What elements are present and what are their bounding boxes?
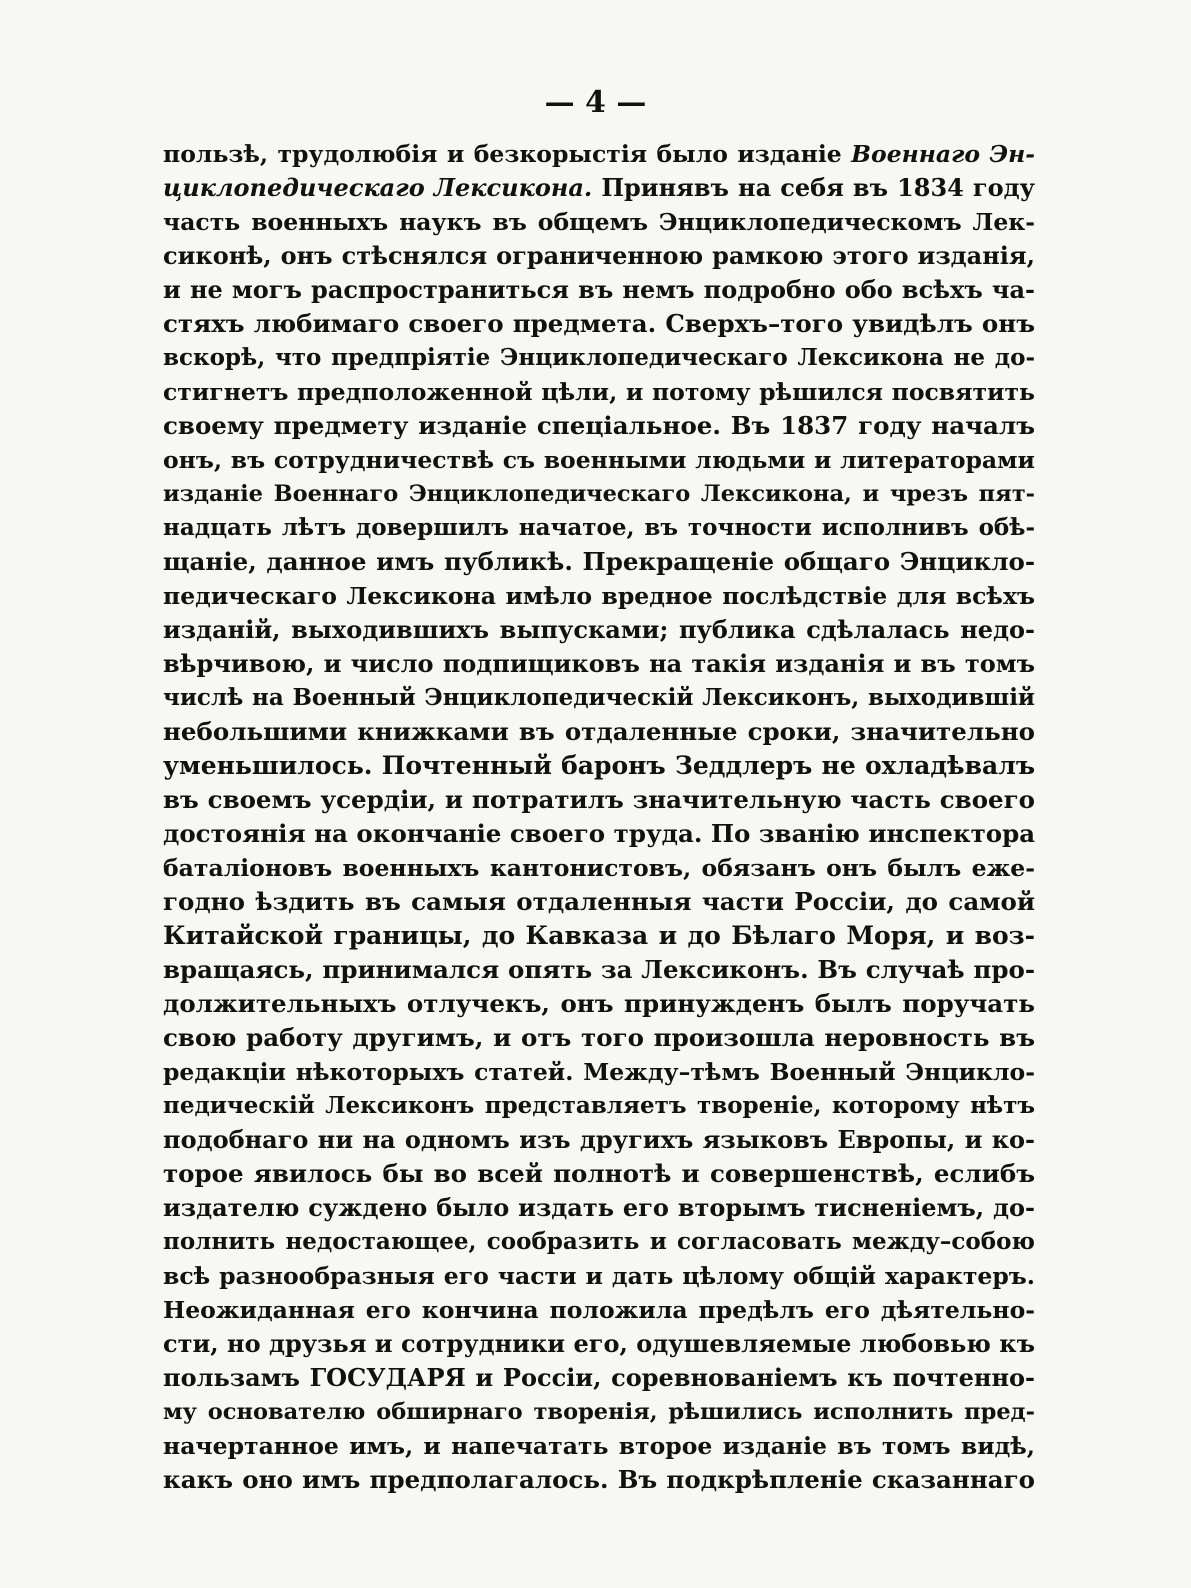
text-segment: изданіе Военнаго Энциклопедическаго Лексикона, и чрезъ пят- xyxy=(163,481,1035,507)
text-segment: должительныхъ отлучекъ, онъ принужденъ былъ поручать xyxy=(163,989,1035,1018)
text-line xyxy=(163,681,1035,715)
text-segment: надцать лѣтъ довершилъ начатое, въ точности исполнивъ обѣ- xyxy=(163,514,1035,541)
text-line xyxy=(163,579,1035,613)
text-line xyxy=(163,749,1035,783)
text-line xyxy=(163,477,1035,511)
text-line xyxy=(163,1191,1035,1225)
text-segment: вскорѣ, что предпріятіе Энциклопедическаго Лексикона не до- xyxy=(163,344,1035,371)
text-segment: годно ѣздить въ самыя отдаленныя части Россіи, до самой xyxy=(163,887,1035,916)
text-line xyxy=(163,239,1035,273)
text-segment: стигнетъ предположенной цѣли, и потому рѣшился посвятить xyxy=(163,378,1035,406)
text-segment: часть военныхъ наукъ въ общемъ Энциклопедическомъ Лек- xyxy=(163,208,1035,236)
text-line xyxy=(163,205,1035,239)
text-segment: уменьшилось. Почтенный баронъ Зеддлеръ не охладѣвалъ xyxy=(163,751,1035,780)
text-line xyxy=(163,647,1035,681)
text-line xyxy=(163,1089,1035,1123)
text-segment: щаніе, данное имъ публикѣ. Прекращеніе общаго Энцикло- xyxy=(163,547,1035,576)
text-line xyxy=(163,783,1035,817)
text-segment: всѣ разнообразныя его части и дать цѣлому общій характеръ. xyxy=(163,1262,1035,1290)
text-line xyxy=(163,885,1035,919)
text-segment: пользѣ, трудолюбія и безкорыстія было изданіе xyxy=(163,140,852,168)
text-segment: вращаясь, принимался опять за Лексиконъ. Въ случаѣ про- xyxy=(163,955,1035,984)
text-line xyxy=(163,137,1035,171)
text-line xyxy=(163,1021,1035,1055)
text-segment: торое явилось бы во всей полнотѣ и совершенствѣ, еслибъ xyxy=(163,1159,1035,1188)
text-segment: въ своемъ усердіи, и потратилъ значительную часть своего xyxy=(163,785,1035,814)
text-line xyxy=(163,171,1035,205)
text-line xyxy=(163,1225,1035,1259)
text-line xyxy=(163,409,1035,443)
text-line xyxy=(163,987,1035,1021)
text-segment: сиконѣ, онъ стѣснялся ограниченною рамкою этого изданія, xyxy=(163,241,1035,270)
text-line xyxy=(163,341,1035,375)
text-line xyxy=(163,1055,1035,1089)
text-segment: полнить недостающее, сообразить и согласовать между–собою xyxy=(163,1228,1035,1255)
text-segment: педическаго Лексикона имѣло вредное послѣдствіе для всѣхъ xyxy=(163,582,1035,610)
text-segment: педическій Лексиконъ представляетъ твореніе, которому нѣтъ xyxy=(163,1092,1035,1119)
text-segment: онъ, въ сотрудничествѣ съ военными людьми и литераторами xyxy=(163,446,1035,474)
text-line xyxy=(163,715,1035,749)
text-line xyxy=(163,1463,1035,1497)
text-segment: достоянія на окончаніе своего труда. По званію инспектора xyxy=(163,819,1035,848)
text-segment: стяхъ любимаго своего предмета. Сверхъ–того увидѣлъ онъ xyxy=(163,309,1035,338)
text-line xyxy=(163,1157,1035,1191)
text-segment: издателю суждено было издать его вторымъ тисненіемъ, до- xyxy=(163,1193,1035,1222)
text-segment: начертанное имъ, и напечатать второе изданіе въ томъ видѣ, xyxy=(163,1432,1035,1460)
text-line xyxy=(163,1429,1035,1463)
text-line xyxy=(163,817,1035,851)
text-line xyxy=(163,375,1035,409)
page-number: — 4 — xyxy=(544,85,647,120)
text-line xyxy=(163,613,1035,647)
text-line xyxy=(163,953,1035,987)
text-segment: небольшими книжками въ отдаленные сроки, значительно xyxy=(163,717,1035,746)
text-line xyxy=(163,851,1035,885)
text-line xyxy=(163,1293,1035,1327)
text-line xyxy=(163,1361,1035,1395)
italic-text: Военнаго Эн- xyxy=(851,140,1035,168)
text-line xyxy=(163,1123,1035,1157)
text-segment: сти, но друзья и сотрудники его, одушевляемые любовью къ xyxy=(163,1329,1035,1358)
text-segment: числѣ на Военный Энциклопедическій Лексиконъ, выходившій xyxy=(163,684,1035,711)
text-segment: редакціи нѣкоторыхъ статей. Между–тѣмъ Военный Энцикло- xyxy=(163,1058,1035,1086)
text-line xyxy=(163,919,1035,953)
text-segment: свою работу другимъ, и отъ того произошла неровность въ xyxy=(163,1023,1035,1052)
text-segment: Китайской границы, до Кавказа и до Бѣлаго Моря, и воз- xyxy=(163,921,1035,950)
italic-text: циклопедическаго Лексикона. xyxy=(163,173,593,202)
text-line xyxy=(163,1327,1035,1361)
text-segment: Принявъ на себя въ 1834 году xyxy=(592,173,1035,202)
text-line xyxy=(163,273,1035,307)
text-segment: вѣрчивою, и число подпищиковъ на такія изданія и въ томъ xyxy=(163,649,1035,678)
text-segment: пользамъ ГОСУДАРЯ и Россіи, соревнованіемъ къ почтенно- xyxy=(163,1363,1035,1392)
text-line xyxy=(163,307,1035,341)
text-line xyxy=(163,1395,1035,1429)
text-segment: какъ оно имъ предполагалось. Въ подкрѣпленіе сказаннаго xyxy=(163,1465,1035,1494)
text-segment: Неожиданная его кончина положила предѣлъ его дѣятельно- xyxy=(163,1296,1035,1324)
text-segment: подобнаго ни на одномъ изъ другихъ языковъ Европы, и ко- xyxy=(163,1125,1035,1154)
text-segment: му основателю обширнаго творенія, рѣшились исполнить пред- xyxy=(163,1399,1035,1425)
text-line xyxy=(163,443,1035,477)
text-segment: изданій, выходившихъ выпусками; публика сдѣлалась недо- xyxy=(163,615,1035,644)
text-segment: баталіоновъ военныхъ кантонистовъ, обязанъ онъ былъ еже- xyxy=(163,854,1035,882)
text-segment: своему предмету изданіе спеціальное. Въ 1837 году началъ xyxy=(163,411,1035,440)
text-line xyxy=(163,511,1035,545)
body-text xyxy=(163,137,1035,1497)
text-segment: и не могъ распространиться въ немъ подробно обо всѣхъ ча- xyxy=(163,275,1035,304)
text-line xyxy=(163,545,1035,579)
text-line xyxy=(163,1259,1035,1293)
